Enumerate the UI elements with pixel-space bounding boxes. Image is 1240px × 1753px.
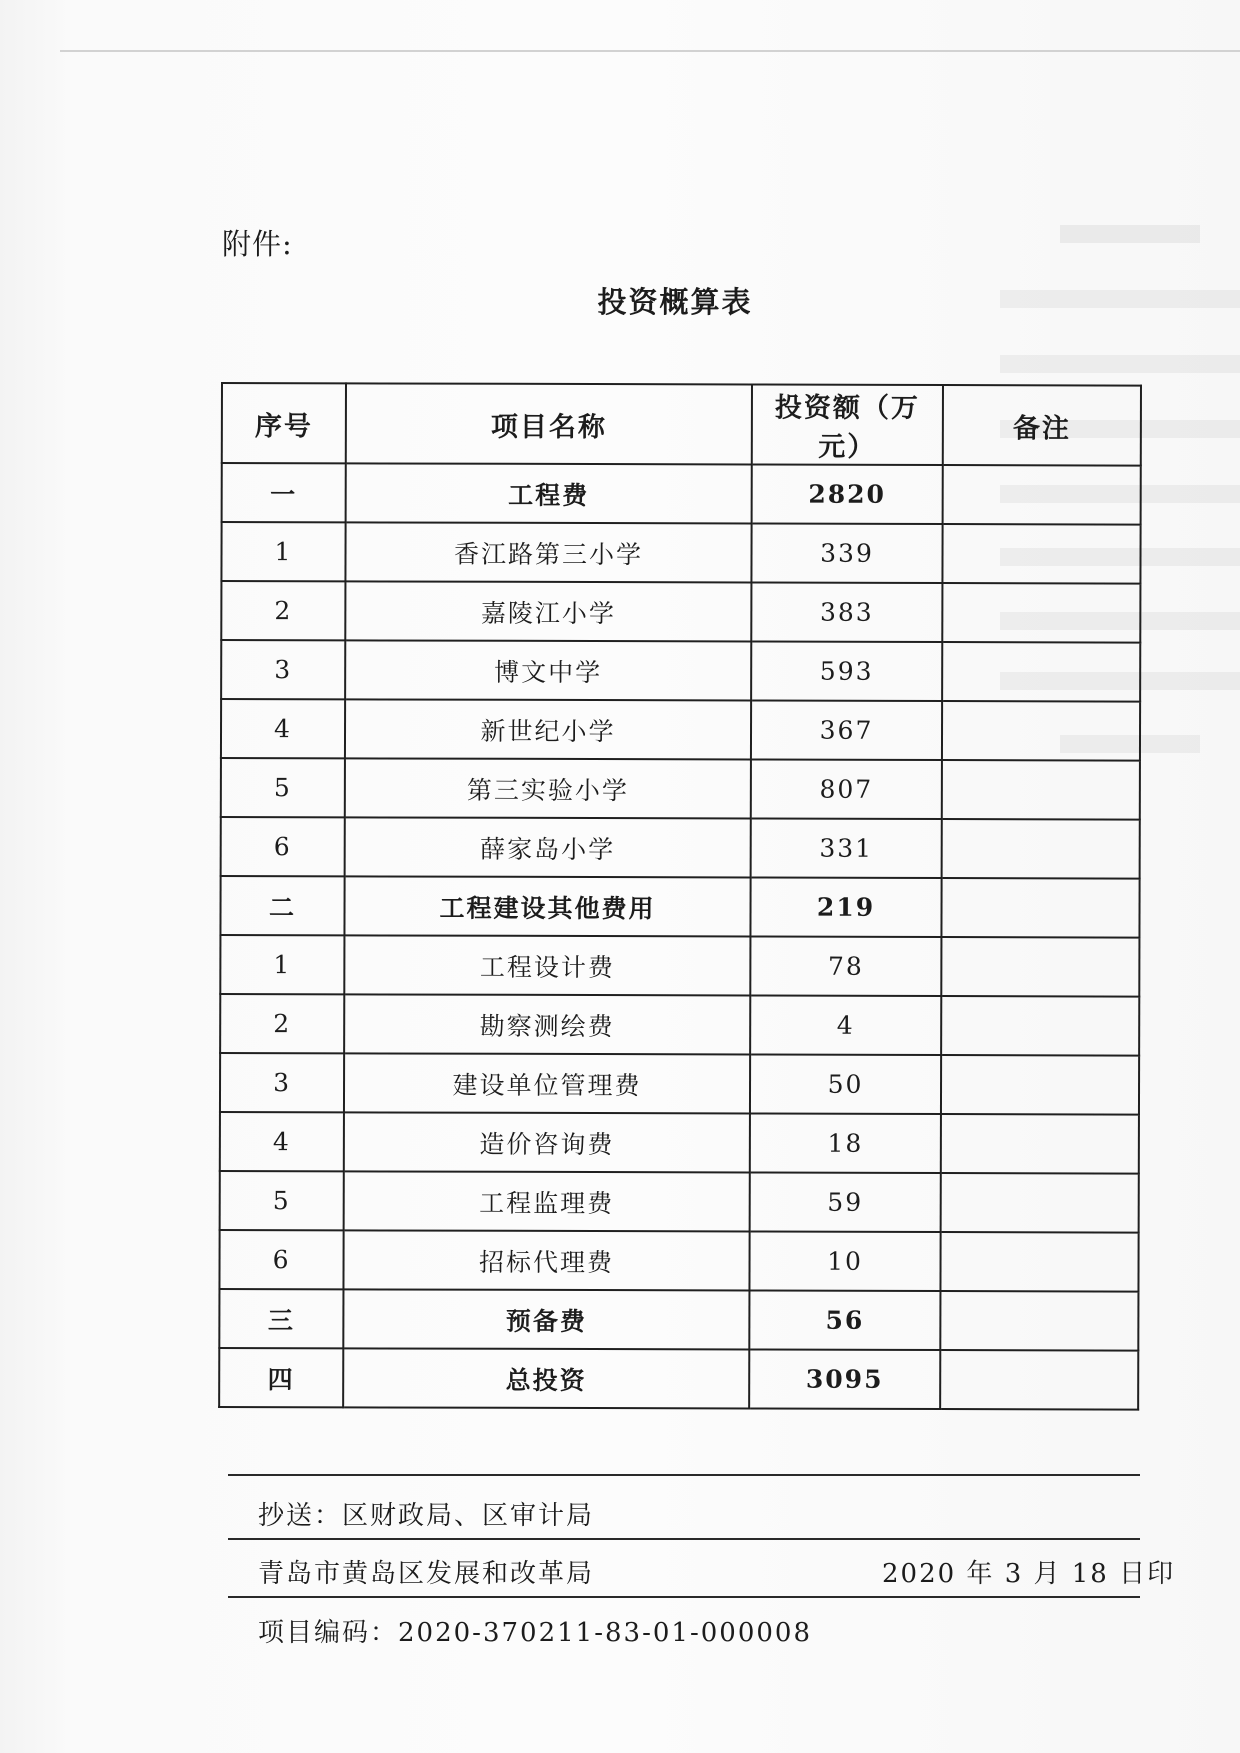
cell-no: 1 bbox=[221, 522, 345, 581]
table-row bbox=[220, 994, 1139, 1056]
cell-amount: 331 bbox=[751, 818, 942, 878]
cell-note bbox=[942, 642, 1140, 702]
table-row bbox=[219, 1348, 1138, 1410]
cell-item-name: 建设单位管理费 bbox=[344, 1053, 750, 1113]
cell-no: 三 bbox=[219, 1289, 343, 1348]
cell-no: 6 bbox=[219, 1230, 343, 1289]
table-row bbox=[219, 1289, 1138, 1351]
show-through-mark bbox=[1000, 355, 1240, 373]
table-row bbox=[219, 1230, 1138, 1292]
cell-item-name: 总投资 bbox=[343, 1348, 749, 1408]
cell-amount: 10 bbox=[749, 1231, 940, 1291]
cell-amount: 367 bbox=[751, 700, 942, 760]
document-title: 投资概算表 bbox=[597, 285, 753, 319]
cell-item-name: 新世纪小学 bbox=[345, 699, 751, 759]
cell-note bbox=[942, 760, 1140, 820]
footer-top-rule bbox=[228, 1474, 1140, 1476]
cell-note bbox=[941, 937, 1139, 997]
cell-item-name: 嘉陵江小学 bbox=[345, 581, 751, 641]
cell-item-name: 香江路第三小学 bbox=[345, 522, 751, 582]
print-date: 2020 年 3 月 18 日印 bbox=[882, 1559, 1176, 1589]
cell-note bbox=[941, 1055, 1139, 1115]
cell-amount: 59 bbox=[750, 1172, 941, 1232]
header-name: 项目名称 bbox=[346, 383, 752, 464]
footer-middle-rule bbox=[228, 1538, 1140, 1540]
show-through-mark bbox=[1060, 225, 1200, 243]
cell-note bbox=[941, 996, 1139, 1056]
cell-note bbox=[940, 1232, 1138, 1292]
table-row bbox=[221, 640, 1140, 702]
table-row bbox=[221, 522, 1140, 584]
cell-amount: 50 bbox=[750, 1054, 941, 1114]
cell-no: 2 bbox=[221, 581, 345, 640]
cell-note bbox=[942, 583, 1140, 643]
table-row bbox=[220, 876, 1139, 938]
cell-item-name: 工程费 bbox=[346, 463, 752, 523]
table-row bbox=[221, 817, 1140, 879]
cell-no: 4 bbox=[221, 699, 345, 758]
table-row bbox=[220, 935, 1139, 997]
table-row bbox=[220, 1053, 1139, 1115]
cell-note bbox=[943, 465, 1141, 525]
cell-note bbox=[940, 1350, 1138, 1410]
cell-item-name: 预备费 bbox=[343, 1289, 749, 1349]
cell-amount: 219 bbox=[750, 877, 941, 937]
cell-note bbox=[942, 819, 1140, 879]
cell-note bbox=[942, 524, 1140, 584]
cell-note bbox=[941, 878, 1139, 938]
cell-item-name: 造价咨询费 bbox=[344, 1112, 750, 1172]
table-row bbox=[221, 699, 1140, 761]
cell-no: 3 bbox=[221, 640, 345, 699]
header-note: 备注 bbox=[943, 385, 1141, 466]
table-row bbox=[221, 581, 1140, 643]
project-code: 项目编码：2020-370211-83-01-000008 bbox=[258, 1618, 812, 1648]
cell-item-name: 工程监理费 bbox=[344, 1171, 750, 1231]
cell-item-name: 工程设计费 bbox=[344, 935, 750, 995]
cell-amount: 3095 bbox=[749, 1349, 940, 1409]
cell-amount: 4 bbox=[750, 995, 941, 1055]
cell-no: 四 bbox=[219, 1348, 343, 1407]
cell-item-name: 博文中学 bbox=[345, 640, 751, 700]
scan-edge-line bbox=[60, 50, 1240, 52]
cell-no: 二 bbox=[220, 876, 344, 935]
cell-amount: 2820 bbox=[752, 464, 943, 524]
cell-item-name: 薛家岛小学 bbox=[345, 817, 751, 877]
cell-item-name: 勘察测绘费 bbox=[344, 994, 750, 1054]
cell-no: 5 bbox=[221, 758, 345, 817]
cell-no: 一 bbox=[222, 463, 346, 522]
cell-amount: 383 bbox=[751, 582, 942, 642]
cell-amount: 339 bbox=[751, 523, 942, 583]
table-body bbox=[219, 463, 1141, 1410]
table-row bbox=[220, 1112, 1139, 1174]
cell-note bbox=[940, 1291, 1138, 1351]
table-header-row bbox=[222, 383, 1141, 466]
cell-no: 1 bbox=[220, 935, 344, 994]
table-row bbox=[222, 463, 1141, 525]
cell-item-name: 工程建设其他费用 bbox=[344, 876, 750, 936]
cell-amount: 78 bbox=[750, 936, 941, 996]
header-amount: 投资额（万元） bbox=[752, 384, 943, 465]
cell-no: 3 bbox=[220, 1053, 344, 1112]
cell-no: 2 bbox=[220, 994, 344, 1053]
investment-table bbox=[218, 382, 1142, 1411]
table-row bbox=[221, 758, 1140, 820]
cell-no: 6 bbox=[221, 817, 345, 876]
cell-note bbox=[942, 701, 1140, 761]
cell-amount: 18 bbox=[750, 1113, 941, 1173]
cell-amount: 593 bbox=[751, 641, 942, 701]
attachment-label: 附件: bbox=[222, 227, 293, 261]
cell-item-name: 招标代理费 bbox=[343, 1230, 749, 1290]
cell-note bbox=[941, 1173, 1139, 1233]
cell-no: 4 bbox=[220, 1112, 344, 1171]
cell-note bbox=[941, 1114, 1139, 1174]
footer-bottom-rule bbox=[228, 1596, 1140, 1598]
issuer-name: 青岛市黄岛区发展和改革局 bbox=[258, 1559, 595, 1589]
cc-line: 抄送：区财政局、区审计局 bbox=[258, 1501, 595, 1531]
table-row bbox=[220, 1171, 1139, 1233]
cell-no: 5 bbox=[220, 1171, 344, 1230]
cell-item-name: 第三实验小学 bbox=[345, 758, 751, 818]
cell-amount: 56 bbox=[749, 1290, 940, 1350]
header-no: 序号 bbox=[222, 383, 346, 463]
cell-amount: 807 bbox=[751, 759, 942, 819]
